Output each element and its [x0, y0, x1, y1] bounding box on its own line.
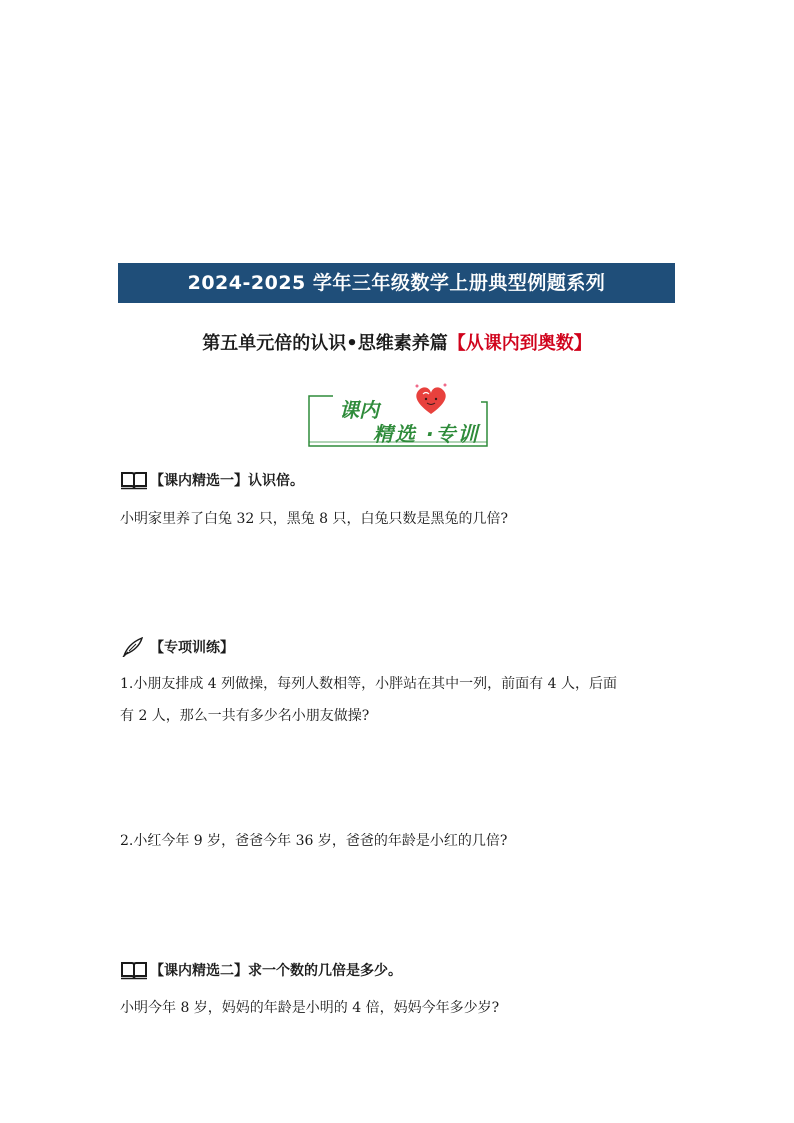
- section-heading-text: 【课内精选一】认识倍。: [150, 473, 304, 489]
- question-text: 小明今年 8 岁，妈妈的年龄是小明的 4 倍，妈妈今年多少岁?: [120, 1000, 500, 1016]
- book-icon: [120, 470, 148, 490]
- section-heading-1: [120, 469, 304, 491]
- badge-line2: 精选 ·专训: [373, 422, 480, 446]
- unit-subtitle-highlight: 【从课内到奥数】: [447, 333, 592, 354]
- question-text: 小明家里养了白兔 32 只，黑兔 8 只，白兔只数是黑兔的几倍?: [120, 511, 509, 527]
- exercise-1-paragraph: [120, 668, 680, 732]
- question-paragraph: [120, 503, 680, 535]
- section-heading-2: [120, 636, 234, 658]
- exercise-2-text: 2.小红今年 9 岁，爸爸今年 36 岁，爸爸的年龄是小红的几倍?: [120, 833, 508, 849]
- series-title-banner: [118, 263, 675, 303]
- exercise-1-line-1: 1.小朋友排成 4 列做操，每列人数相等，小胖站在其中一列，前面有 4 人，后面: [120, 676, 617, 692]
- quill-icon: [120, 637, 148, 657]
- unit-subtitle: [0, 330, 794, 358]
- section-heading-text: 【专项训练】: [150, 640, 234, 656]
- question-paragraph: [120, 992, 680, 1024]
- exercise-1-line-2: 有 2 人，那么一共有多少名小朋友做操?: [120, 708, 370, 724]
- selection-badge: [305, 380, 489, 450]
- series-title: 2024-2025 学年三年级数学上册典型例题系列: [187, 272, 606, 294]
- section-heading-3: [120, 959, 402, 981]
- heart-icon: [411, 382, 451, 416]
- unit-subtitle-main: 第五单元倍的认识•思维素养篇: [202, 333, 448, 354]
- badge-line1: 课内: [339, 398, 379, 422]
- exercise-2-paragraph: [120, 825, 680, 857]
- book-icon: [120, 960, 148, 980]
- section-heading-text: 【课内精选二】求一个数的几倍是多少。: [150, 963, 402, 979]
